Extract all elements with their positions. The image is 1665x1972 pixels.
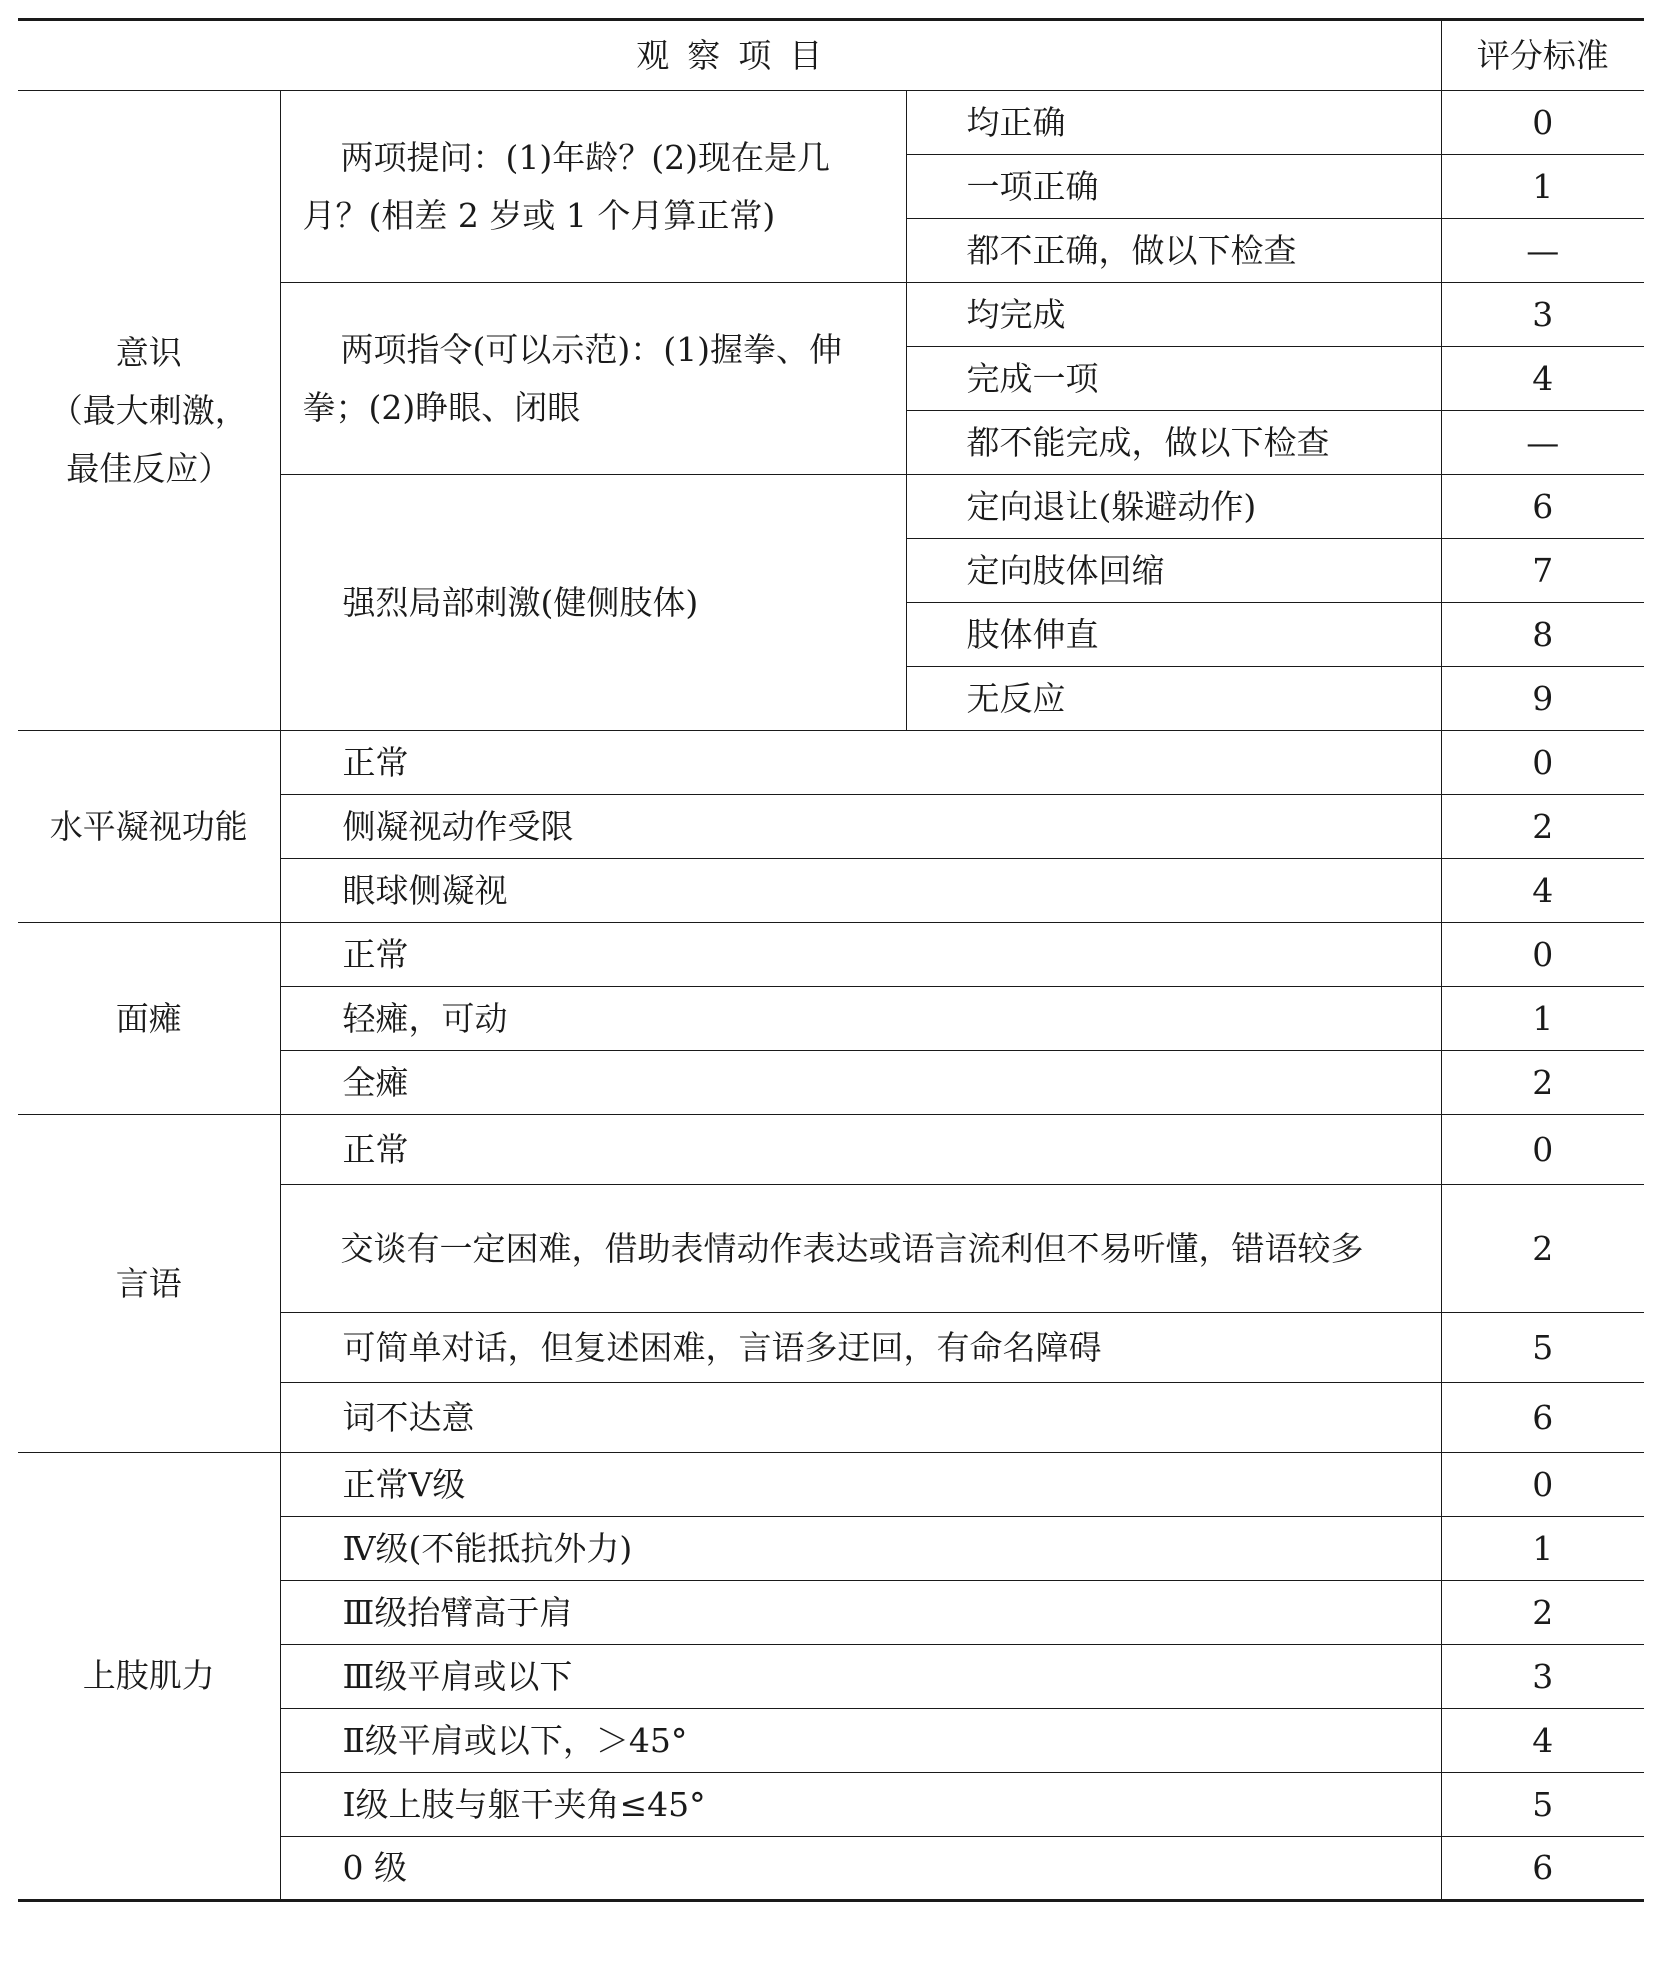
score-value: 6	[1441, 1837, 1644, 1901]
header-observation-item: 观察项目	[18, 20, 1441, 91]
score-value: 9	[1441, 667, 1644, 731]
item-text: Ⅲ级平肩或以下	[280, 1645, 1441, 1709]
score-value: 8	[1441, 603, 1644, 667]
item-text: 轻瘫，可动	[280, 987, 1441, 1051]
score-value: 4	[1441, 1709, 1644, 1773]
score-value: 1	[1441, 987, 1644, 1051]
category-facial-palsy: 面瘫	[18, 923, 280, 1115]
header-row	[18, 20, 1644, 91]
category-upper-limb-strength: 上肢肌力	[18, 1453, 280, 1901]
option-text: 完成一项	[906, 347, 1441, 411]
item-text: 0 级	[280, 1837, 1441, 1901]
consciousness-stimulus-prompt: 强烈局部刺激(健侧肢体)	[280, 475, 906, 731]
score-value: 6	[1441, 475, 1644, 539]
option-text: 无反应	[906, 667, 1441, 731]
item-text: 正常	[280, 923, 1441, 987]
item-text: 正常Ⅴ级	[280, 1453, 1441, 1517]
consciousness-command-prompt: 两项指令(可以示范)：(1)握拳、伸拳；(2)睁眼、闭眼	[280, 283, 906, 475]
category-gaze: 水平凝视功能	[18, 731, 280, 923]
category-label: 意识	[115, 332, 182, 372]
score-value: 0	[1441, 1115, 1644, 1185]
category-consciousness	[18, 91, 280, 731]
table-row	[18, 1453, 1644, 1517]
option-text: 均正确	[906, 91, 1441, 155]
score-value: —	[1441, 219, 1644, 283]
option-text: 定向肢体回缩	[906, 539, 1441, 603]
category-speech: 言语	[18, 1115, 280, 1453]
consciousness-question-prompt: 两项提问：(1)年龄？(2)现在是几月？(相差 2 岁或 1 个月算正常)	[280, 91, 906, 283]
item-text: 交谈有一定困难，借助表情动作表达或语言流利但不易听懂，错语较多	[280, 1185, 1441, 1313]
score-value: 0	[1441, 731, 1644, 795]
item-text: 眼球侧凝视	[280, 859, 1441, 923]
score-value: 2	[1441, 1581, 1644, 1645]
score-value: 5	[1441, 1313, 1644, 1383]
score-value: 0	[1441, 91, 1644, 155]
option-text: 肢体伸直	[906, 603, 1441, 667]
score-value: —	[1441, 411, 1644, 475]
item-text: Ⅳ级(不能抵抗外力)	[280, 1517, 1441, 1581]
item-text: Ⅰ级上肢与躯干夹角≤45°	[280, 1773, 1441, 1837]
item-text: 正常	[280, 1115, 1441, 1185]
score-value: 1	[1441, 155, 1644, 219]
item-text: Ⅱ级平肩或以下，＞45°	[280, 1709, 1441, 1773]
stroke-scale-table	[18, 18, 1644, 1902]
table-row	[18, 91, 1644, 155]
score-value: 1	[1441, 1517, 1644, 1581]
score-value: 3	[1441, 1645, 1644, 1709]
score-value: 6	[1441, 1383, 1644, 1453]
item-text: 侧凝视动作受限	[280, 795, 1441, 859]
option-text: 均完成	[906, 283, 1441, 347]
score-value: 2	[1441, 1185, 1644, 1313]
option-text: 都不能完成，做以下检查	[906, 411, 1441, 475]
item-text: 正常	[280, 731, 1441, 795]
score-value: 2	[1441, 795, 1644, 859]
table-row	[18, 1115, 1644, 1185]
item-text: 可简单对话，但复述困难，言语多迂回，有命名障碍	[280, 1313, 1441, 1383]
item-text: 全瘫	[280, 1051, 1441, 1115]
table-row	[18, 923, 1644, 987]
header-scoring-standard: 评分标准	[1441, 20, 1644, 91]
option-text: 一项正确	[906, 155, 1441, 219]
option-text: 定向退让(躲避动作)	[906, 475, 1441, 539]
table-row	[18, 731, 1644, 795]
item-text: Ⅲ级抬臂高于肩	[280, 1581, 1441, 1645]
score-value: 0	[1441, 1453, 1644, 1517]
score-value: 7	[1441, 539, 1644, 603]
category-note: 最佳反应）	[66, 448, 232, 488]
item-text: 词不达意	[280, 1383, 1441, 1453]
score-value: 4	[1441, 347, 1644, 411]
category-note: （最大刺激，	[49, 390, 248, 430]
score-value: 0	[1441, 923, 1644, 987]
score-value: 2	[1441, 1051, 1644, 1115]
score-value: 4	[1441, 859, 1644, 923]
option-text: 都不正确，做以下检查	[906, 219, 1441, 283]
score-value: 5	[1441, 1773, 1644, 1837]
score-value: 3	[1441, 283, 1644, 347]
